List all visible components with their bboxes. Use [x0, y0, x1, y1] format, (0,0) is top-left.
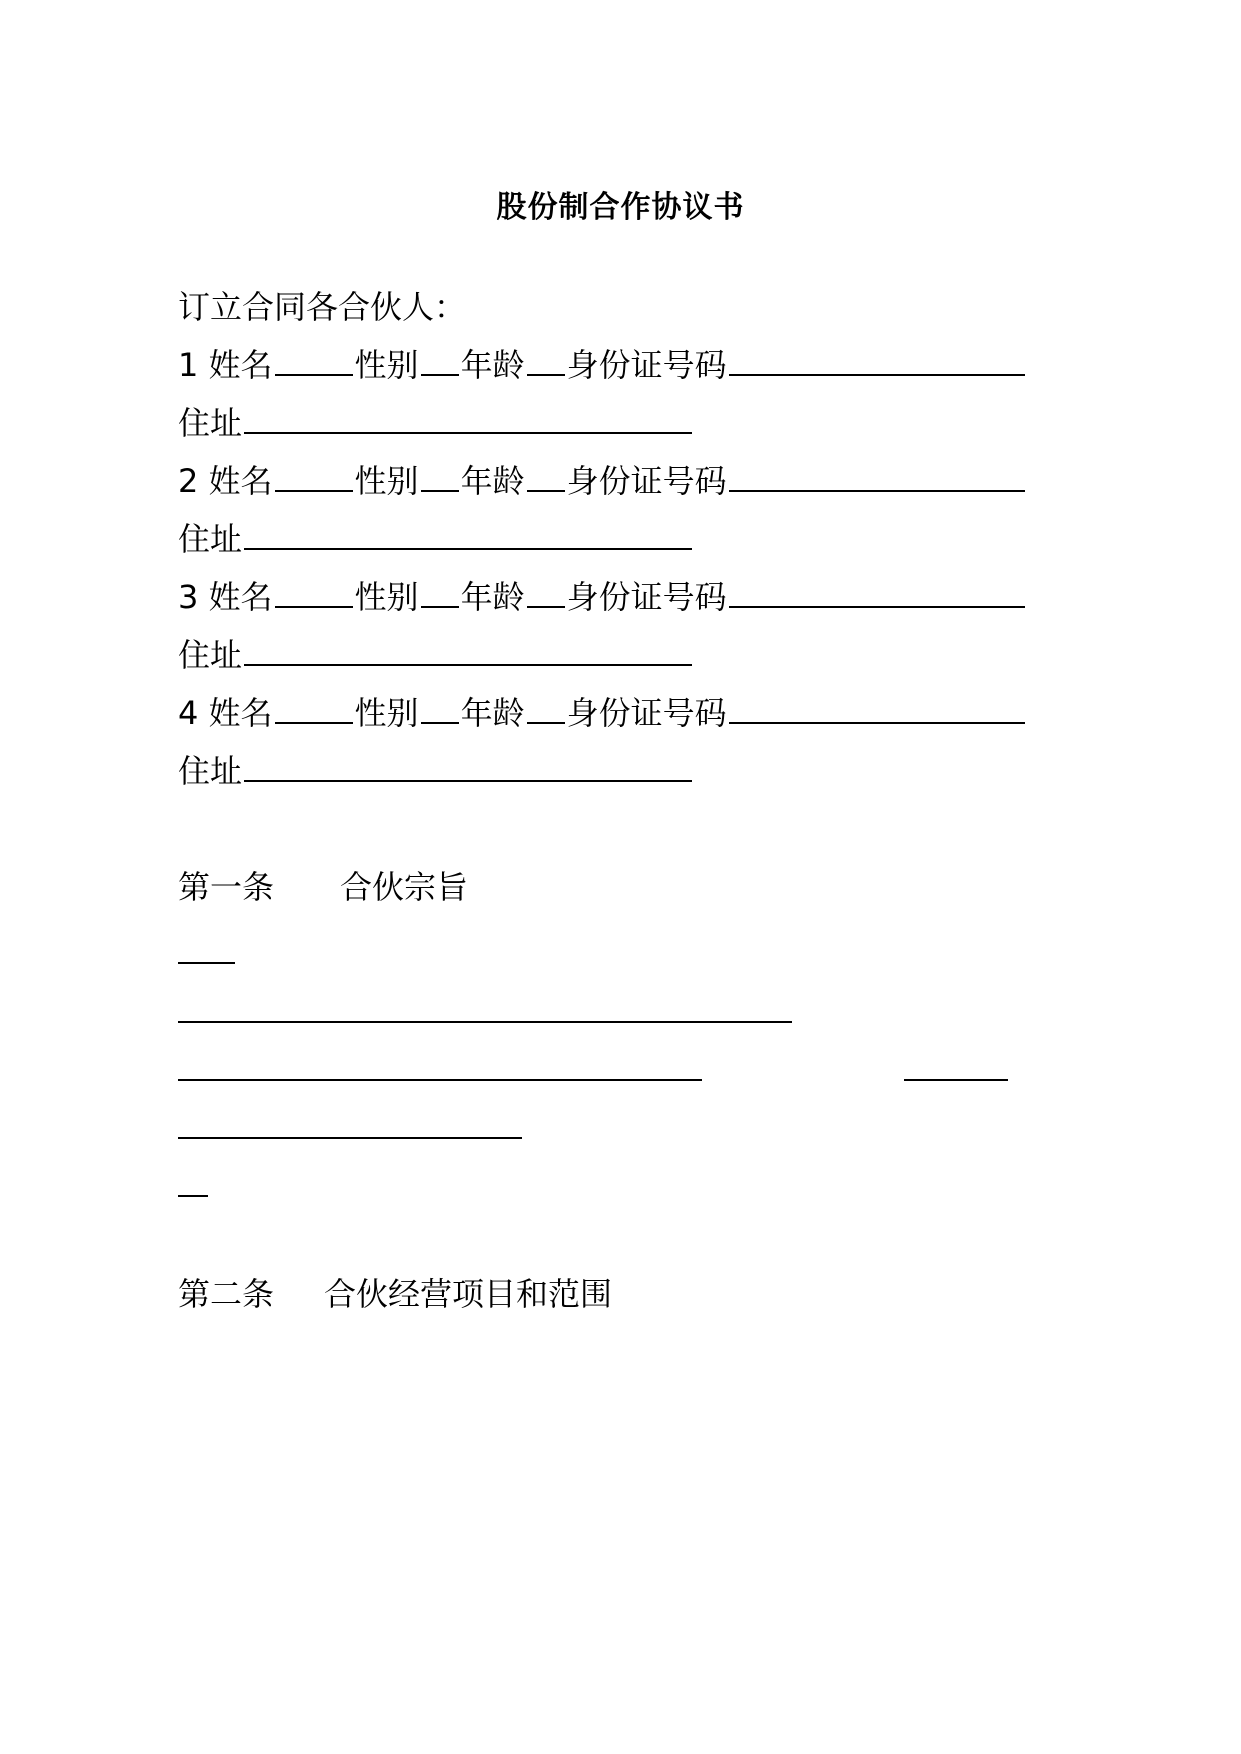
article-title: 合伙经营项目和范围 — [324, 1275, 613, 1313]
age-label: 年龄 — [460, 694, 525, 732]
age-blank[interactable] — [527, 460, 565, 492]
address-row — [178, 750, 694, 791]
address-blank[interactable] — [244, 634, 692, 666]
partner-row — [178, 576, 1027, 617]
blank-line[interactable] — [178, 1021, 792, 1023]
article-title: 合伙宗旨 — [340, 868, 469, 906]
address-label: 住址 — [178, 752, 243, 790]
address-row — [178, 402, 694, 443]
partner-number: 1 — [178, 346, 199, 384]
gender-label: 性别 — [354, 462, 419, 500]
intro-line: 订立合同各合伙人： — [178, 288, 467, 326]
address-blank[interactable] — [244, 518, 692, 550]
article-1-heading — [178, 867, 468, 907]
gender-blank[interactable] — [421, 692, 459, 724]
blank-line[interactable] — [904, 1079, 1008, 1081]
blank-line[interactable] — [178, 1195, 208, 1197]
address-row — [178, 518, 694, 559]
blank-line[interactable] — [178, 962, 235, 964]
address-label: 住址 — [178, 520, 243, 558]
gender-blank[interactable] — [421, 460, 459, 492]
address-row — [178, 634, 694, 675]
age-label: 年龄 — [460, 578, 525, 616]
id-blank[interactable] — [729, 460, 1025, 492]
gender-blank[interactable] — [421, 344, 459, 376]
partner-number: 2 — [178, 462, 199, 500]
document-title: 股份制合作协议书 — [496, 190, 745, 225]
name-label: 姓名 — [208, 694, 273, 732]
partner-row — [178, 344, 1027, 385]
gender-label: 性别 — [354, 346, 419, 384]
article-number: 第二条 — [178, 1275, 275, 1313]
partner-number: 4 — [178, 694, 199, 732]
name-label: 姓名 — [208, 346, 273, 384]
id-blank[interactable] — [729, 692, 1025, 724]
age-blank[interactable] — [527, 576, 565, 608]
name-blank[interactable] — [275, 692, 353, 724]
age-blank[interactable] — [527, 692, 565, 724]
id-blank[interactable] — [729, 344, 1025, 376]
name-label: 姓名 — [208, 578, 273, 616]
partner-row — [178, 460, 1027, 501]
article-number: 第一条 — [178, 868, 275, 906]
name-blank[interactable] — [275, 460, 353, 492]
blank-line[interactable] — [178, 1079, 702, 1081]
id-blank[interactable] — [729, 576, 1025, 608]
gender-blank[interactable] — [421, 576, 459, 608]
id-label: 身份证号码 — [566, 462, 727, 500]
address-label: 住址 — [178, 404, 243, 442]
article-2-heading — [178, 1274, 612, 1314]
partner-number: 3 — [178, 578, 199, 616]
id-label: 身份证号码 — [566, 694, 727, 732]
id-label: 身份证号码 — [566, 578, 727, 616]
id-label: 身份证号码 — [566, 346, 727, 384]
age-blank[interactable] — [527, 344, 565, 376]
gender-label: 性别 — [354, 694, 419, 732]
blank-line[interactable] — [178, 1137, 522, 1139]
name-blank[interactable] — [275, 576, 353, 608]
address-blank[interactable] — [244, 750, 692, 782]
age-label: 年龄 — [460, 462, 525, 500]
name-label: 姓名 — [208, 462, 273, 500]
gender-label: 性别 — [354, 578, 419, 616]
name-blank[interactable] — [275, 344, 353, 376]
partner-row — [178, 692, 1027, 733]
age-label: 年龄 — [460, 346, 525, 384]
address-blank[interactable] — [244, 402, 692, 434]
address-label: 住址 — [178, 636, 243, 674]
